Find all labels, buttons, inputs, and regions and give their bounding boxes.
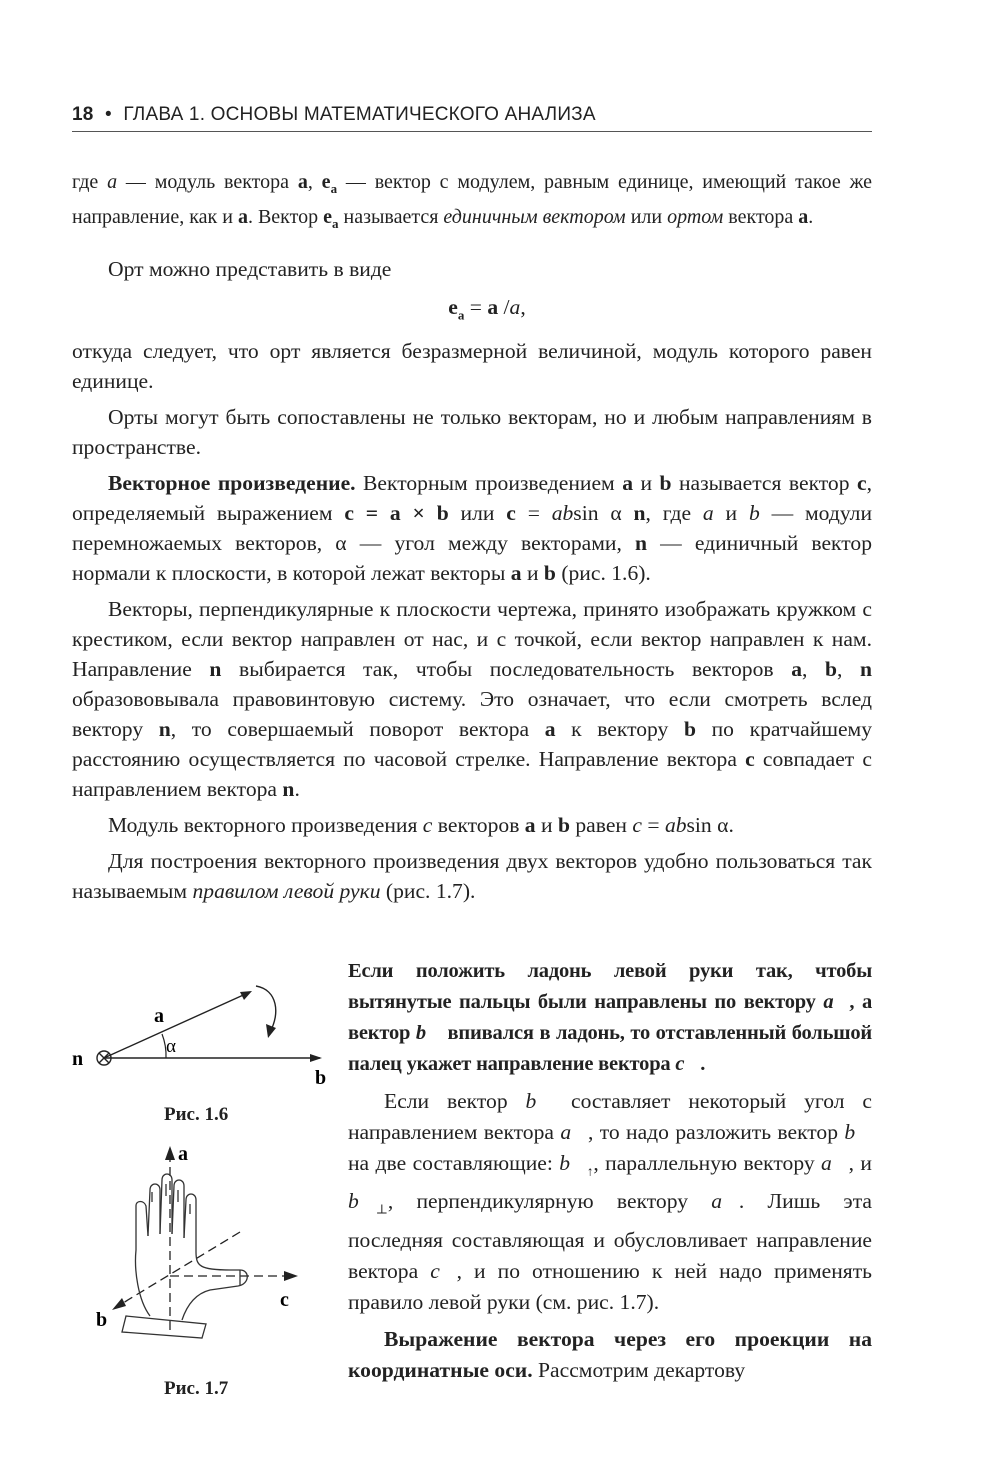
rotation-arrowhead [266, 1024, 276, 1038]
right-column [348, 956, 872, 1386]
vector-a-line [104, 992, 250, 1058]
paragraph-orts-directions: Орты могут быть сопоставлены не только векторам, но и любым направлениям в пространстве. [72, 405, 872, 460]
paragraph-definition: где a — модуль вектора a, $e_a$ — вектор с модулем, равным единице, имеющий такое же направление, как и a. Вектор $e_a$ называется единичным вектором или ортом вектора a. [72, 171, 872, 231]
axis-c-arrowhead [284, 1271, 298, 1281]
paragraph-ort-intro: Орт можно представить в виде [108, 257, 392, 281]
left-hand-rule: Если положить ладонь левой руки так, чтобы вытянутые пальцы были направлены по вектору a⃗, а вектор b⃗ впивался в ладонь, то отставленный большой палец укажет направление вектора c⃗. [348, 960, 872, 1075]
header-bullet: • [105, 104, 112, 125]
figure-1-7 [90, 1140, 320, 1340]
figure-1-6 [70, 980, 340, 1090]
paragraph-decompose: Если вектор b⃗ составляет некоторый угол с направлением вектора a⃗, то надо разложить вектор b⃗ на две составляющие: $b⃗_↑$, параллельную вектору a⃗, и $b⃗_\perp$, перпендикулярную вектору a⃗. Лишь эта последняя составляющая и обусловливает направление вектора c⃗, и по отношению к ней надо применять правило левой руки (см. рис. 1.7). [348, 1089, 872, 1314]
axis-b-arrowhead [112, 1298, 126, 1310]
vector-a-arrowhead [240, 991, 252, 1000]
running-header [72, 104, 872, 130]
fig16-label-n: n [72, 1048, 84, 1070]
fig17-label-b: b [96, 1309, 108, 1331]
paragraph-modulus: Модуль векторного произведения c векторов a и b равен c = absin α. [108, 813, 734, 838]
chapter-title: ГЛАВА 1. ОСНОВЫ МАТЕМАТИЧЕСКОГО АНАЛИЗА [123, 104, 596, 125]
paragraph-dimensionless: откуда следует, что орт является безразмерной величиной, модуль которого равен единице. [72, 339, 872, 394]
paragraph-cross-product: Векторное произведение. Векторным произведением a и b называется вектор c, определяемый выражением c = a × b или c = absin α n, где a и b — модули перемножаемых векторов, α — угол между векторами, n — единичный вектор нормали к плоскости, в которой лежат векторы a и b (рис. 1.6). [72, 471, 872, 586]
fig16-label-a: a [154, 1005, 164, 1027]
paragraph-perpendicular-vectors: Векторы, перпендикулярные к плоскости чертежа, принято изображать кружком с крестиком, если вектор направлен от нас, и с точкой, если вектор направлен к нам. Направление n выбирается так, чтобы последовательность векторов a, b, n образововывала правовинтовую систему. Это означает, что если смотреть вслед вектору n, то совершаемый поворот вектора a к вектору b по кратчайшему расстоянию осуществляется по часовой стрелке. Направление вектора c совпадает с направлением вектора n. [72, 597, 873, 802]
page-number: 18 [72, 104, 94, 125]
figure-1-7-caption: Рис. 1.7 [164, 1378, 229, 1399]
body-text-top [72, 168, 872, 906]
left-hand-icon [122, 1174, 247, 1338]
figure-1-6-caption: Рис. 1.6 [164, 1104, 229, 1125]
rotation-arrow [256, 986, 276, 1032]
vector-b-arrowhead [310, 1054, 322, 1062]
fig17-label-a: a [178, 1143, 188, 1165]
fig16-label-alpha: α [166, 1036, 176, 1057]
formula-ort: $e_a = a$ /a, [448, 295, 526, 323]
axis-a-arrowhead [165, 1146, 175, 1160]
paragraph-left-hand-intro: Для построения векторного произведения двух векторов удобно пользоваться так называемым правилом левой руки (рис. 1.7). [72, 849, 872, 904]
fig16-label-b: b [315, 1067, 327, 1089]
paragraph-projection: Выражение вектора через его проекции на координатные оси. Рассмотрим декартову [348, 1326, 872, 1382]
header-rule [72, 131, 872, 132]
fig17-label-c: c [280, 1289, 289, 1311]
